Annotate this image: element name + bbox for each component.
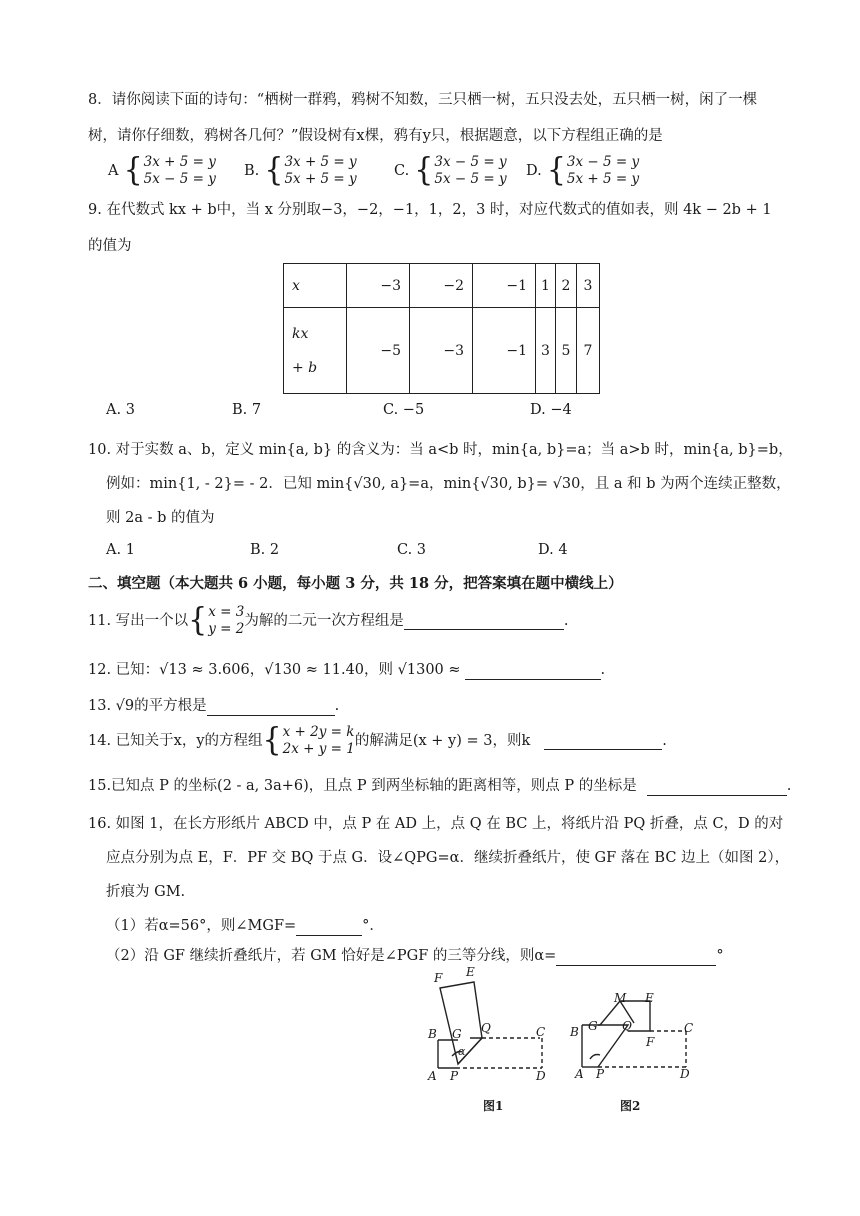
answer-blank[interactable] — [647, 779, 787, 796]
q8-option-c[interactable] — [394, 154, 507, 188]
fig2-label-p: P — [596, 1067, 605, 1081]
equation-system: { 3x − 5 = y 5x + 5 = y — [546, 152, 640, 189]
option-label: B. — [244, 163, 260, 179]
q16-sub2: （2）沿 GF 继续折叠纸片，若 GM 恰好是∠PGF 的三等分线，则α= ° — [106, 948, 724, 964]
fig2-label-f: F — [646, 1035, 655, 1049]
q9-option-d[interactable]: D. −4 — [530, 402, 572, 418]
table-cell: −1 — [473, 264, 536, 308]
fig2-label-q: Q — [622, 1019, 632, 1033]
table-cell: 5 — [556, 308, 577, 394]
q10-line1: 10. 对于实数 a、b，定义 min{a, b} 的含义为：当 a<b 时，min{a, b}=a；当 a>b 时，min{a, b}=b， — [88, 442, 793, 458]
answer-blank[interactable] — [544, 733, 662, 750]
q11: 11. 写出一个以 { x = 3 y = 2 为解的二元一次方程组是 . — [88, 602, 569, 639]
table-cell: 3 — [577, 264, 600, 308]
fig1-label-a: A — [428, 1069, 437, 1083]
answer-blank[interactable] — [556, 949, 716, 966]
table-cell: 1 — [536, 264, 556, 308]
q10-line2: 例如：min{1, - 2}= - 2．已知 min{√30, a}=a，min{√30, b}= √30，且 a 和 b 为两个连续正整数， — [106, 476, 791, 492]
q8-line1: 8．请你阅读下面的诗句：“栖树一群鸦，鸦树不知数，三只栖一树，五只没去处，五只栖一树，闲了一棵 — [88, 92, 758, 108]
q9-option-c[interactable]: C. −5 — [383, 402, 425, 418]
q16-sub1: （1）若α=56°，则∠MGF= °． — [106, 918, 384, 934]
table-cell: −2 — [410, 264, 473, 308]
fig2-label-e: E — [645, 991, 654, 1005]
fig1-label-f: F — [434, 971, 443, 985]
answer-blank[interactable] — [207, 699, 335, 716]
q8-option-d[interactable] — [526, 154, 639, 188]
fig1-label-b: B — [428, 1027, 437, 1041]
q15: 15.已知点 P 的坐标(2 - a, 3a+6)，且点 P 到两坐标轴的距离相等，则点 P 的坐标是 . — [88, 778, 792, 794]
table-cell: 7 — [577, 308, 600, 394]
table-head-x: x — [284, 264, 347, 308]
fig1-label-p: P — [450, 1069, 459, 1083]
q8-line2: 树，请你仔细数，鸦树各几何？”假设树有x棵，鸦有y只，根据题意，以下方程组正确的是 — [88, 128, 663, 144]
fig2-label-b: B — [570, 1025, 579, 1039]
q10-line3: 则 2a - b 的值为 — [106, 510, 215, 526]
option-label: C. — [394, 163, 410, 179]
fig1-label-alpha: α — [458, 1045, 466, 1058]
q8-option-a[interactable] — [108, 154, 216, 188]
table-cell: 3 — [536, 308, 556, 394]
q16-line1: 16. 如图 1，在长方形纸片 ABCD 中，点 P 在 AD 上，点 Q 在 BC 上，将纸片沿 PQ 折叠，点 C，D 的对 — [88, 816, 784, 832]
q10-option-d[interactable]: D. 4 — [538, 542, 568, 558]
q10-option-a[interactable]: A. 1 — [106, 542, 135, 558]
answer-blank[interactable] — [296, 919, 362, 936]
table-cell: 2 — [556, 264, 577, 308]
q10-option-b[interactable]: B. 2 — [250, 542, 280, 558]
q10-option-c[interactable]: C. 3 — [397, 542, 427, 558]
equation-system: { x = 3 y = 2 — [188, 602, 245, 639]
fig1-label-g: G — [452, 1027, 462, 1041]
answer-blank[interactable] — [404, 613, 564, 630]
fig2-label-m: M — [614, 991, 627, 1005]
equation-system: { 3x + 5 = y 5x − 5 = y — [123, 152, 216, 189]
option-label: A — [108, 163, 119, 179]
q9-line1: 9. 在代数式 kx + b中，当 x 分别取−3，−2，−1，1，2，3 时，对应代数式的值如表，则 4k − 2b + 1 — [88, 202, 772, 218]
fig2-caption: 图2 — [620, 1099, 641, 1113]
fig1-label-q: Q — [481, 1021, 491, 1035]
q9-option-a[interactable]: A. 3 — [106, 402, 135, 418]
option-label: D. — [526, 163, 542, 179]
fig1-label-c: C — [536, 1025, 546, 1039]
fig2-label-c: C — [684, 1021, 694, 1035]
table-cell: −3 — [410, 308, 473, 394]
table-cell: −3 — [347, 264, 410, 308]
table-cell: −5 — [347, 308, 410, 394]
equation-system: { 3x − 5 = y 5x − 5 = y — [414, 152, 507, 189]
answer-blank[interactable] — [465, 663, 601, 680]
table-cell: −1 — [473, 308, 536, 394]
fig1-label-d: D — [536, 1069, 546, 1083]
q9-option-b[interactable]: B. 7 — [232, 402, 262, 418]
q13: 13. √9的平方根是 . — [88, 698, 340, 714]
q8-option-b[interactable] — [244, 154, 357, 188]
q16-line3: 折痕为 GM. — [106, 884, 186, 900]
equation-system: { x + 2y = k 2x + y = 1 — [262, 722, 355, 759]
q14: 14. 已知关于x，y的方程组 { x + 2y = k 2x + y = 1 的解满足(x + y) = 3，则k . — [88, 722, 667, 759]
equation-system: { 3x + 5 = y 5x + 5 = y — [264, 152, 357, 189]
q9-value-table — [283, 263, 600, 394]
fig2-label-d: D — [680, 1067, 690, 1081]
q16-line2: 应点分别为点 E，F．PF 交 BQ 于点 G．设∠QPG=α．继续折叠纸片，使 GF 落在 BC 边上（如图 2）， — [106, 850, 790, 866]
table-head-kxb: kx + b — [284, 308, 347, 394]
fig2-label-g: G — [588, 1019, 598, 1033]
q12: 12. 已知：√13 ≈ 3.606，√130 ≈ 11.40，则 √1300 ≈ . — [88, 662, 606, 678]
section-heading: 二、填空题（本大题共 6 小题，每小题 3 分，共 18 分，把答案填在题中横线上） — [88, 575, 623, 592]
fig1-label-e: E — [466, 965, 475, 979]
fig2-label-a: A — [575, 1067, 584, 1081]
q9-line2: 的值为 — [88, 238, 132, 254]
fig1-caption: 图1 — [483, 1099, 504, 1113]
